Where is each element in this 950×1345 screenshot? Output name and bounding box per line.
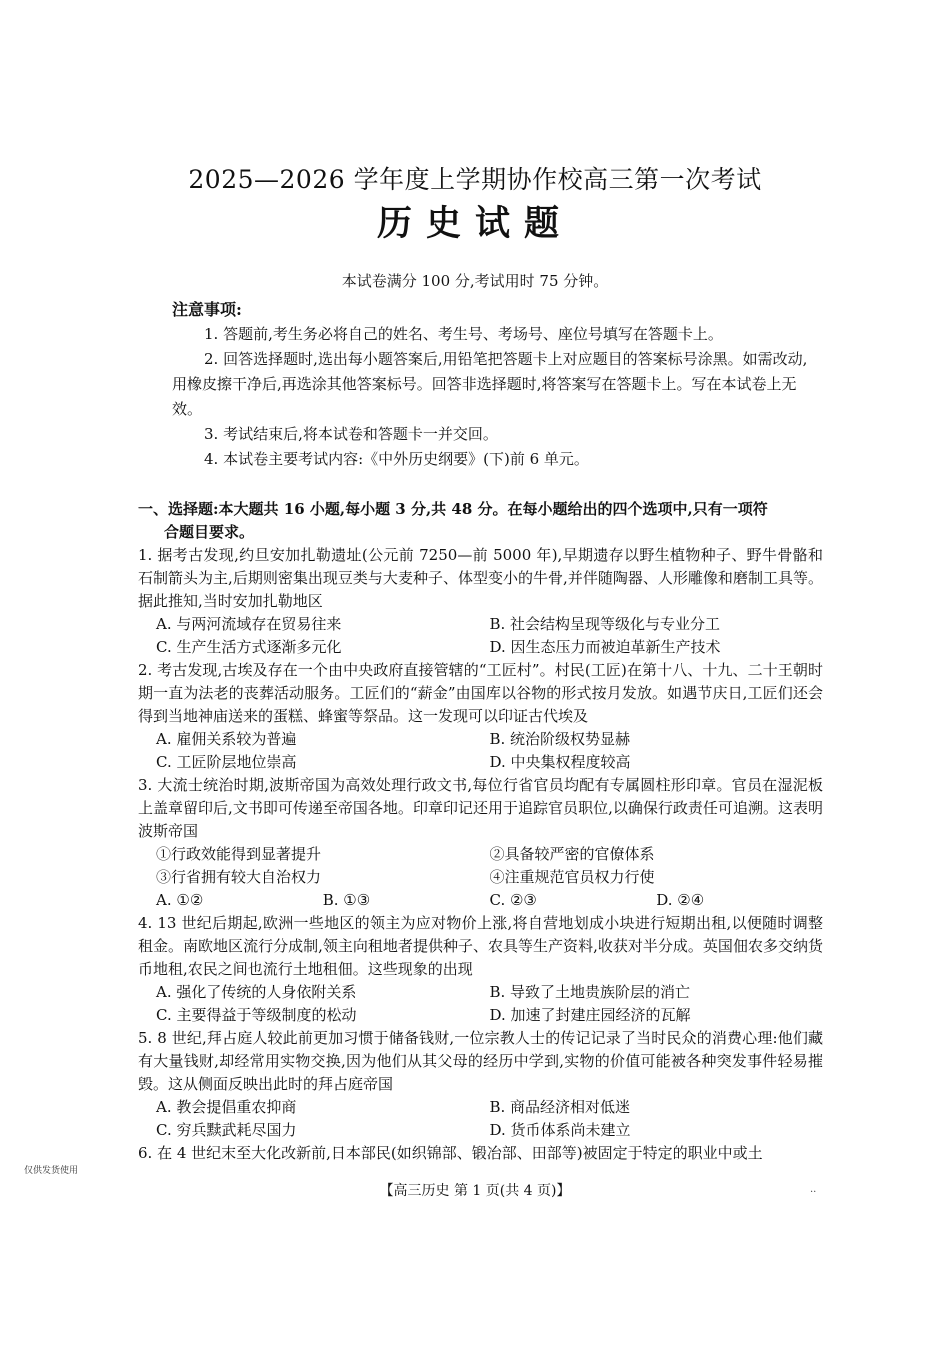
options <box>138 613 823 659</box>
choice-section <box>138 498 823 1165</box>
question-5 <box>138 1027 823 1142</box>
notice-item: 1. 答题前,考生务必将自己的姓名、考生号、考场号、座位号填写在答题卡上。 <box>204 325 723 343</box>
question-stem: 3. 大流士统治时期,波斯帝国为高效处理行政文书,每位行省官员均配有专属圆柱形印章。官员在湿泥板上盖章留印后,文书即可传递至帝国各地。印章印记还用于追踪官员职位,以确保行政责任可追溯。这表明波斯帝国 <box>138 776 823 840</box>
corner-mark: .. <box>810 1184 817 1195</box>
option-c: C. 工匠阶层地位崇高 <box>156 753 297 771</box>
option-b: B. 导致了土地贵族阶层的消亡 <box>489 983 691 1001</box>
option-c: C. ②③ <box>489 891 537 909</box>
option-d: D. 货币体系尚未建立 <box>489 1121 631 1139</box>
notice-block <box>172 297 817 472</box>
options <box>138 728 823 774</box>
statement-2: ②具备较严密的官僚体系 <box>489 845 655 863</box>
options <box>138 889 823 912</box>
question-4 <box>138 912 823 1027</box>
options <box>138 1096 823 1142</box>
option-b: B. 商品经济相对低迷 <box>489 1098 631 1116</box>
option-d: D. ②④ <box>656 891 705 909</box>
question-stem: 1. 据考古发现,约旦安加扎勒遗址(公元前 7250—前 5000 年),早期遗存以野生植物种子、野牛骨骼和石制箭头为主,后期则密集出现豆类与大麦种子、体型变小的牛骨,并伴随陶器、人形雕像和磨制工具等。据此推知,当时安加扎勒地区 <box>138 546 823 610</box>
question-2 <box>138 659 823 774</box>
section-heading <box>138 498 823 544</box>
option-c: C. 生产生活方式逐渐多元化 <box>156 638 342 656</box>
option-a: A. 与两河流域存在贸易往来 <box>156 615 342 633</box>
statement-3: ③行省拥有较大自治权力 <box>156 868 322 886</box>
option-d: D. 中央集权程度较高 <box>489 753 631 771</box>
subject-title: 历史试题 <box>376 203 573 244</box>
option-c: C. 主要得益于等级制度的松动 <box>156 1006 357 1024</box>
question-stem: 2. 考古发现,古埃及存在一个由中央政府直接管辖的“工匠村”。村民(工匠)在第十八、十九、二十王朝时期一直为法老的丧葬活动服务。工匠们的“薪金”由国库以谷物的形式按月发放。如遇节庆日,工匠们还会得到当地神庙送来的蛋糕、蜂蜜等祭品。这一发现可以印证古代埃及 <box>138 661 823 725</box>
option-a: A. 雇佣关系较为普遍 <box>156 730 297 748</box>
option-b: B. 社会结构呈现等级化与专业分工 <box>489 615 721 633</box>
question-stem: 5. 8 世纪,拜占庭人较此前更加习惯于储备钱财,一位宗教人士的传记记录了当时民众的消费心理:他们藏有大量钱财,却经常用实物交换,因为他们从其父母的经历中学到,实物的价值可能被各种突发事件轻易摧毁。这从侧面反映出此时的拜占庭帝国 <box>138 1029 823 1093</box>
question-stem: 6. 在 4 世纪末至大化改新前,日本部民(如织锦部、锻冶部、田部等)被固定于特定的职业中或土 <box>138 1144 763 1162</box>
statements <box>138 843 823 889</box>
option-c: C. 穷兵黩武耗尽国力 <box>156 1121 297 1139</box>
notice-item: 3. 考试结束后,将本试卷和答题卡一并交回。 <box>204 425 498 443</box>
notice-heading: 注意事项: <box>172 300 242 319</box>
statement-1: ①行政效能得到显著提升 <box>156 845 322 863</box>
option-a: A. 教会提倡重农抑商 <box>156 1098 297 1116</box>
question-6 <box>138 1142 823 1165</box>
question-stem: 4. 13 世纪后期起,欧洲一些地区的领主为应对物价上涨,将自营地划成小块进行短期出租,以便随时调整租金。南欧地区流行分成制,领主向租地者提供种子、农具等生产资料,收获对半分成。英国佃农多交纳货币地租,农民之间也流行土地租佃。这些现象的出现 <box>138 914 823 978</box>
option-d: D. 因生态压力而被迫革新生产技术 <box>489 638 721 656</box>
statement-4: ④注重规范官员权力行使 <box>489 868 655 886</box>
options <box>138 981 823 1027</box>
notice-item: 2. 回答选择题时,选出每小题答案后,用铅笔把答题卡上对应题目的答案标号涂黑。如需改动,用橡皮擦干净后,再选涂其他答案标号。回答非选择题时,将答案写在答题卡上。写在本试卷上无效。 <box>172 350 808 418</box>
question-1 <box>138 544 823 659</box>
option-b: B. 统治阶级权势显赫 <box>489 730 631 748</box>
exam-title: 2025—2026 学年度上学期协作校高三第一次考试 <box>188 165 762 194</box>
notice-item: 4. 本试卷主要考试内容:《中外历史纲要》(下)前 6 单元。 <box>204 450 589 468</box>
option-b: B. ①③ <box>322 891 371 909</box>
option-a: A. 强化了传统的人身依附关系 <box>156 983 357 1001</box>
option-a: A. ①② <box>156 891 204 909</box>
section-heading-line2: 合题目要求。 <box>164 523 255 541</box>
option-d: D. 加速了封建庄园经济的瓦解 <box>489 1006 691 1024</box>
exam-info: 本试卷满分 100 分,考试用时 75 分钟。 <box>341 272 609 290</box>
page-footer: 【高三历史 第 1 页(共 4 页)】 <box>379 1183 571 1199</box>
side-note: 仅供发货使用 <box>24 1166 79 1176</box>
question-3 <box>138 774 823 912</box>
section-heading-line1: 一、选择题:本大题共 16 小题,每小题 3 分,共 48 分。在每小题给出的四个选项中,只有一项符 <box>138 500 768 518</box>
